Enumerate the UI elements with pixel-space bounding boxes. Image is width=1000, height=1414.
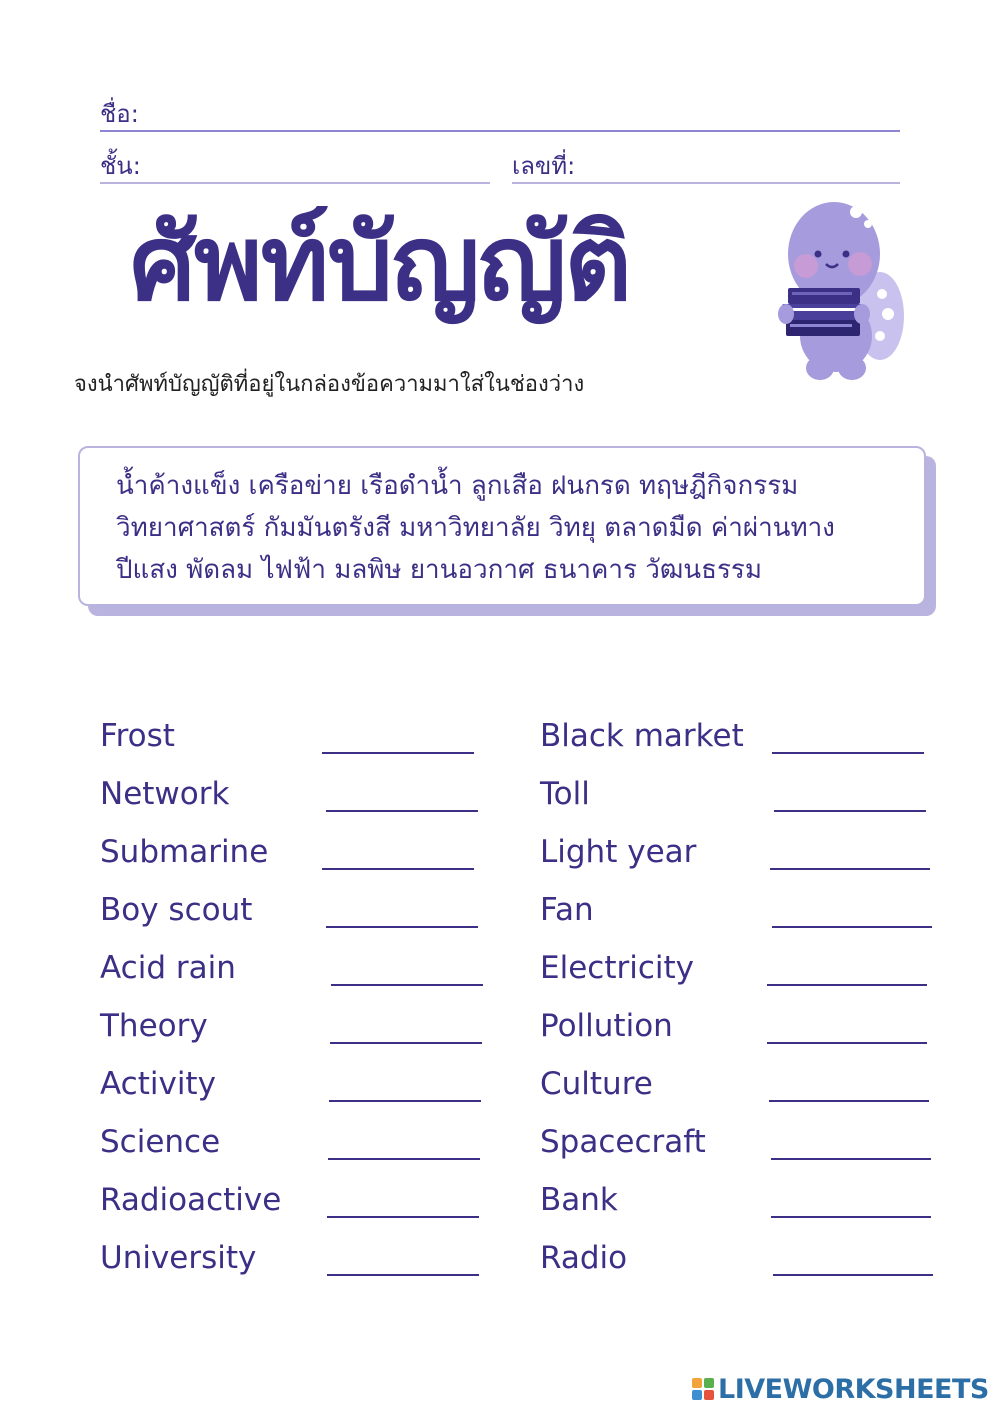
vocab-electricity: Electricity [540, 950, 694, 986]
class-line[interactable] [100, 182, 490, 184]
vocab-university: University [100, 1240, 257, 1276]
vocab-activity: Activity [100, 1066, 216, 1102]
vocab-toll: Toll [540, 776, 590, 812]
answer-blank-electricity[interactable] [767, 984, 927, 986]
number-line[interactable] [512, 182, 900, 184]
vocab-network: Network [100, 776, 230, 812]
page-title: ศัพท์บัญญัติ [130, 202, 630, 324]
answer-blank-spacecraft[interactable] [771, 1158, 931, 1160]
instruction-text: จงนำศัพท์บัญญัติที่อยู่ในกล่องข้อความมาใส่ในช่องว่าง [74, 372, 585, 397]
answer-blank-radioactive[interactable] [327, 1216, 479, 1218]
vocab-pollution: Pollution [540, 1008, 673, 1044]
answer-blank-acid-rain[interactable] [331, 984, 483, 986]
class-label: ชั้น: [100, 152, 141, 180]
answer-blank-university[interactable] [327, 1274, 479, 1276]
vocab-science: Science [100, 1124, 221, 1160]
vocab-acid-rain: Acid rain [100, 950, 236, 986]
answer-blank-boy-scout[interactable] [326, 926, 478, 928]
vocab-submarine: Submarine [100, 834, 269, 870]
answer-blank-culture[interactable] [769, 1100, 929, 1102]
word-box-line-3: ปีแสง พัดลม ไฟฟ้า มลพิษ ยานอวกาศ ธนาคาร วัฒนธรรม [116, 555, 763, 585]
answer-blank-toll[interactable] [774, 810, 926, 812]
vocab-culture: Culture [540, 1066, 653, 1102]
number-label: เลขที่: [512, 152, 576, 180]
vocab-bank: Bank [540, 1182, 618, 1218]
word-box-line-2: วิทยาศาสตร์ กัมมันตรังสี มหาวิทยาลัย วิทยุ ตลาดมืด ค่าผ่านทาง [116, 513, 835, 543]
liveworksheets-logo-icon [692, 1378, 714, 1400]
answer-blank-fan[interactable] [772, 926, 932, 928]
answer-blank-science[interactable] [328, 1158, 480, 1160]
vocab-boy-scout: Boy scout [100, 892, 253, 928]
answer-blank-pollution[interactable] [767, 1042, 927, 1044]
answer-blank-frost[interactable] [322, 752, 474, 754]
logo-text: LIVEWORKSHEETS [718, 1373, 989, 1405]
vocab-black-market: Black market [540, 718, 744, 754]
name-label: ชื่อ: [100, 100, 139, 128]
vocab-radioactive: Radioactive [100, 1182, 282, 1218]
answer-blank-radio[interactable] [773, 1274, 933, 1276]
answer-blank-black-market[interactable] [772, 752, 924, 754]
vocab-fan: Fan [540, 892, 594, 928]
vocab-light-year: Light year [540, 834, 697, 870]
turtle-holding-books-icon [772, 196, 912, 386]
liveworksheets-logo[interactable] [692, 1372, 989, 1406]
name-line[interactable] [100, 130, 900, 132]
answer-blank-activity[interactable] [329, 1100, 481, 1102]
answer-blank-theory[interactable] [330, 1042, 482, 1044]
vocab-radio: Radio [540, 1240, 628, 1276]
answer-blank-bank[interactable] [771, 1216, 931, 1218]
vocab-theory: Theory [100, 1008, 208, 1044]
vocab-frost: Frost [100, 718, 175, 754]
word-box [78, 446, 926, 606]
vocab-spacecraft: Spacecraft [540, 1124, 706, 1160]
word-box-line-1: น้ำค้างแข็ง เครือข่าย เรือดำน้ำ ลูกเสือ ฝนกรด ทฤษฎีกิจกรรม [116, 471, 799, 501]
answer-blank-network[interactable] [326, 810, 478, 812]
answer-blank-light-year[interactable] [770, 868, 930, 870]
answer-blank-submarine[interactable] [322, 868, 474, 870]
